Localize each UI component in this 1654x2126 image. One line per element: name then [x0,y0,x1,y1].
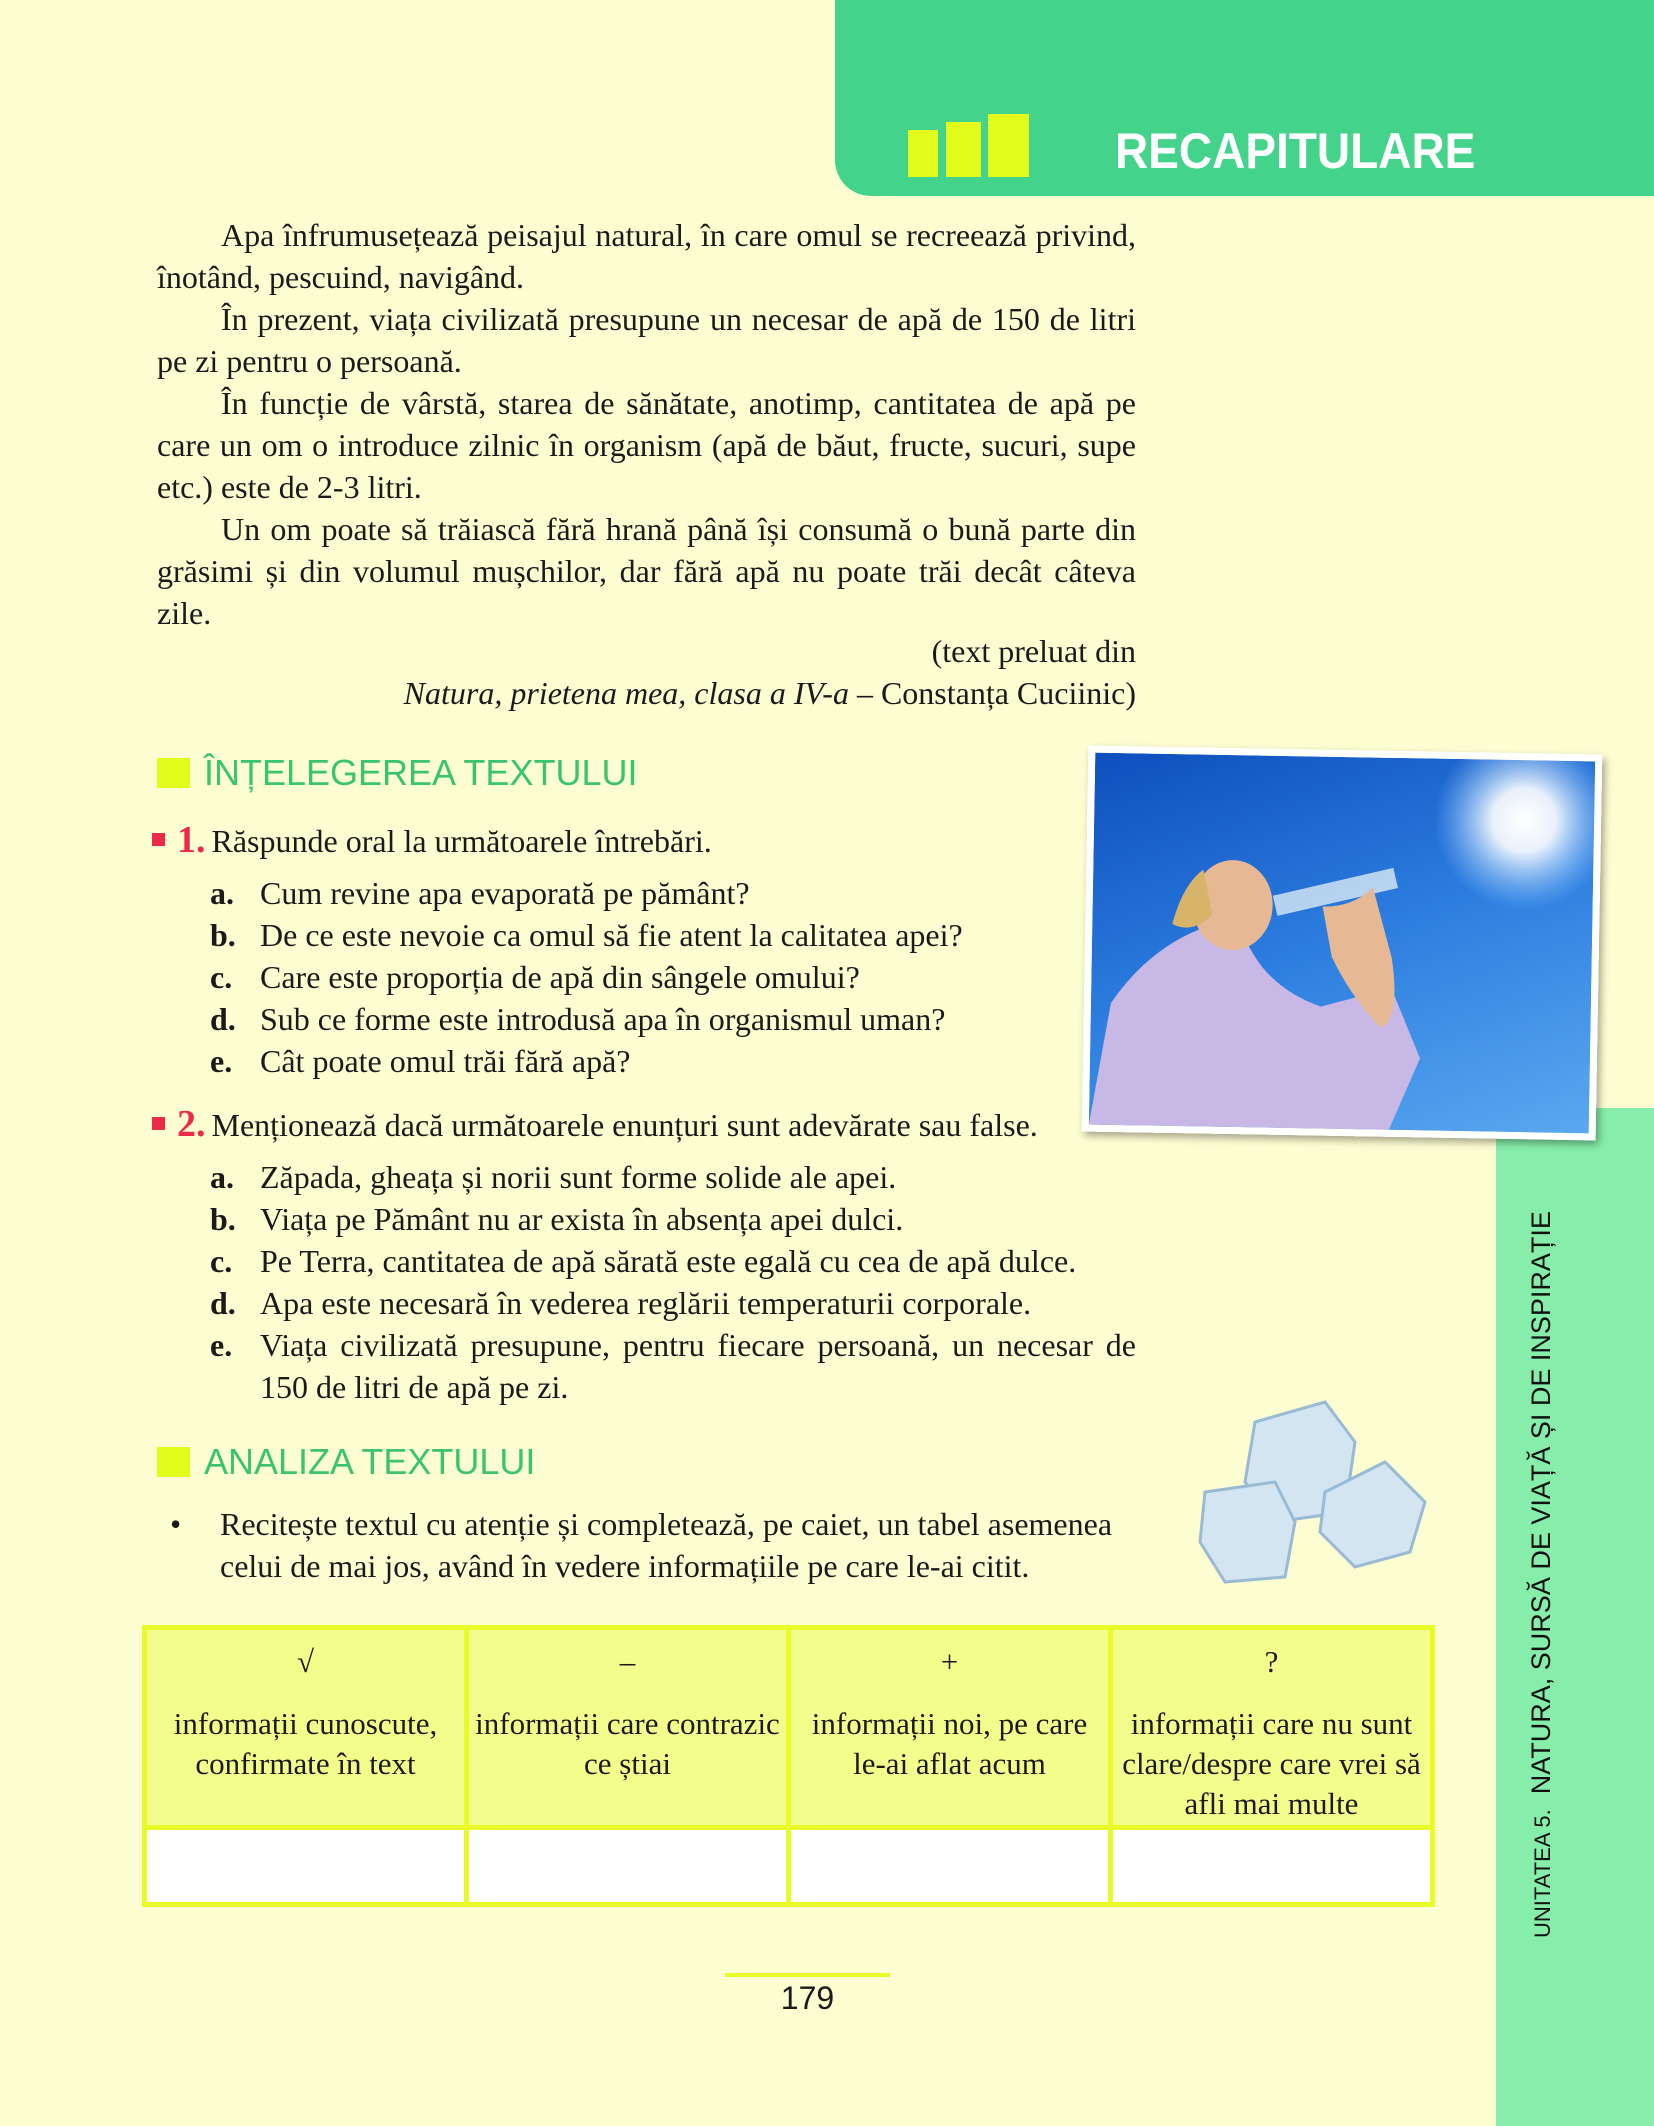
page-number: 179 [780,1980,835,2016]
header-text: informații noi, pe care le-ai aflat acum [811,1706,1088,1781]
header-text: informații care contrazic ce știai [475,1706,780,1781]
woman-drinking-water-photo [1082,746,1603,1141]
exercise-1 [152,818,712,862]
item-letter: e. [210,1043,233,1079]
table-cell [467,1828,789,1905]
item-letter: c. [210,1243,233,1279]
instruction-text: Recitește textul cu atenție și completează, pe caiet, un tabel asemenea celui de mai jos, având în vedere informațiile pe care le-ai citit. [220,1506,1113,1584]
page-number-divider [725,1973,890,1977]
table-cell [1111,1828,1433,1905]
list-item [210,1198,1136,1240]
plus-symbol: + [940,1644,959,1679]
square-bullet-icon [157,758,190,788]
unit-title [1526,1211,1557,1938]
section-heading [157,752,637,794]
square-bullet-icon [157,1447,190,1477]
table-header-cell [1111,1628,1433,1828]
list-item [210,1282,1136,1324]
minus-symbol: – [619,1644,636,1679]
source-author: – Constanța Cuciinic) [848,675,1136,711]
header-text: informații care nu sunt clare/despre care vrei să afli mai multe [1122,1706,1421,1821]
list-item [210,872,1136,914]
list-item [210,956,1136,998]
reading-text [157,214,1136,634]
ice-cubes-image [1195,1392,1430,1592]
photo-illustration [1089,753,1595,1134]
sun-icon [1433,753,1596,912]
item-text: Cât poate omul trăi fără apă? [260,1043,631,1079]
list-item [210,1156,1136,1198]
table-cell [145,1828,467,1905]
exercise-instruction: Răspunde oral la următoarele întrebări. [211,823,712,859]
list-item [210,914,1136,956]
item-letter: a. [210,875,234,911]
item-text: Pe Terra, cantitatea de apă sărată este egală cu cea de apă dulce. [260,1243,1077,1279]
section-title: ÎNȚELEGEREA TEXTULUI [204,752,638,793]
bullet-instruction [170,1503,1136,1587]
paragraph: În prezent, viața civilizată presupune un necesar de apă de 150 de litri pe zi pentru o persoană. [157,301,1136,379]
text-source [157,630,1136,714]
square-bullet-icon [152,833,165,846]
source-book: Natura, prietena mea, clasa a IV-a [403,675,849,711]
exercise-2-items [210,1156,1136,1408]
table-header-cell [789,1628,1111,1828]
item-letter: c. [210,959,233,995]
item-letter: e. [210,1327,233,1363]
unit-name: NATURA, SURSĂ DE VIAȚĂ ȘI DE INSPIRAȚIE [1526,1211,1556,1795]
item-letter: d. [210,1001,236,1037]
header-text: informații cunoscute, confirmate în text [173,1706,438,1781]
item-text: Care este proporția de apă din sângele omului? [260,959,860,995]
item-text: Cum revine apa evaporată pe pământ? [260,875,750,911]
ice-cubes-icon [1195,1392,1430,1592]
header-square-decoration [946,122,981,177]
exercise-1-items [210,872,1136,1082]
exercise-2 [152,1102,1038,1146]
square-bullet-icon [152,1117,165,1130]
check-symbol: √ [296,1644,314,1679]
table-header-cell [145,1628,467,1828]
exercise-instruction: Menționează dacă următoarele enunțuri sunt adevărate sau false. [211,1107,1038,1143]
exercise-number: 2. [177,1103,206,1145]
list-item [210,1040,1136,1082]
item-text: Viața pe Pământ nu ar exista în absența apei dulci. [260,1201,904,1237]
exercise-number: 1. [177,819,206,861]
header-square-decoration [908,130,938,177]
item-letter: a. [210,1159,234,1195]
table-header-row [145,1628,1433,1828]
kwl-table [142,1625,1435,1907]
item-text: Sub ce forme este introdusă apa în organismul uman? [260,1001,946,1037]
question-symbol: ? [1264,1644,1279,1679]
list-item [210,1324,1136,1408]
section-heading [157,1441,535,1483]
paragraph: Apa înfrumusețează peisajul natural, în care omul se recreează privind, înotând, pescuind, navigând. [157,217,1136,295]
page-title: RECAPITULARE [1115,123,1476,179]
item-text: De ce este nevoie ca omul să fie atent la calitatea apei? [260,917,963,953]
paragraph: Un om poate să trăiască fără hrană până își consumă o bună parte din grăsimi și din volumul mușchilor, dar fără apă nu poate trăi decât câteva zile. [157,511,1136,631]
unit-sidebar [1496,1108,1654,2126]
source-line: (text preluat din [931,633,1136,669]
list-item [210,998,1136,1040]
item-letter: d. [210,1285,236,1321]
section-header-banner [835,0,1654,196]
unit-number: UNITATEA 5. [1530,1809,1555,1938]
item-letter: b. [210,917,236,953]
bullet-dot-icon: • [170,1506,182,1542]
item-text: Viața civilizată presupune, pentru fiecare persoană, un necesar de 150 de litri de apă pe zi. [260,1327,1136,1405]
header-square-decoration [988,114,1029,177]
table-row [145,1828,1433,1905]
item-letter: b. [210,1201,236,1237]
paragraph: În funcție de vârstă, starea de sănătate, anotimp, cantitatea de apă pe care un om o introduce zilnic în organism (apă de băut, fructe, sucuri, supe etc.) este de 2-3 litri. [157,385,1136,505]
section-title: ANALIZA TEXTULUI [204,1441,536,1482]
item-text: Apa este necesară în vederea reglării temperaturii corporale. [260,1285,1032,1321]
item-text: Zăpada, gheața și norii sunt forme solide ale apei. [260,1159,897,1195]
table-cell [789,1828,1111,1905]
source-line [157,672,1136,714]
table-header-cell [467,1628,789,1828]
list-item [210,1240,1136,1282]
